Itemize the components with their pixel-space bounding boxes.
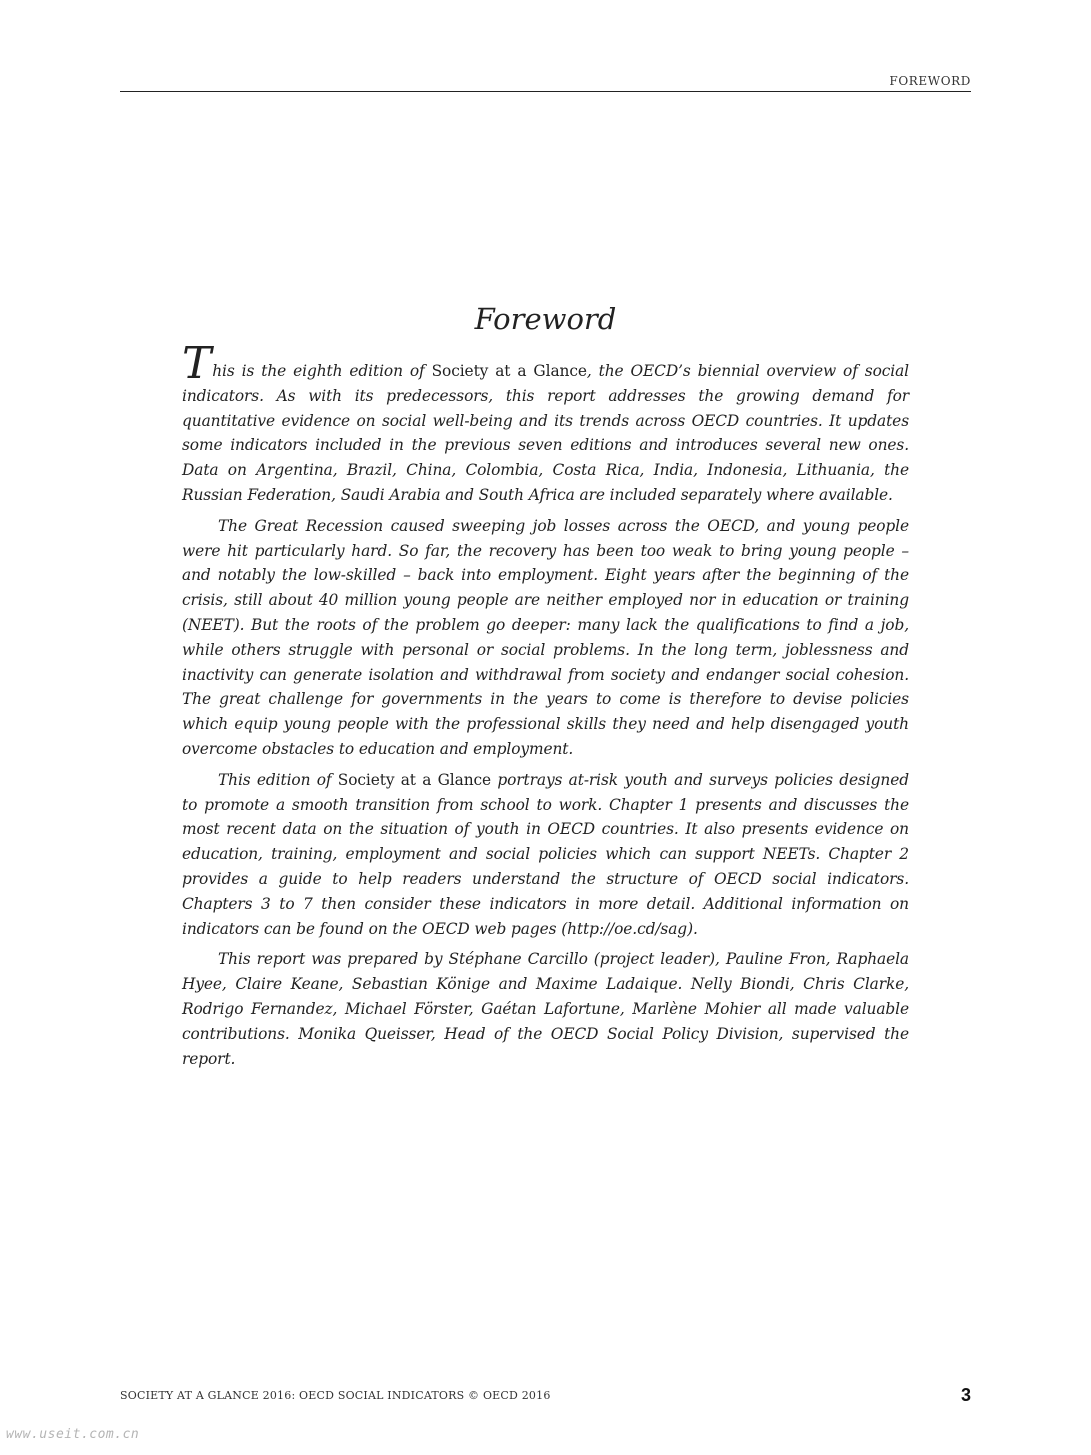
paragraph-1	[182, 338, 910, 508]
drop-cap: T	[182, 338, 212, 389]
paragraph-3-text-b: portrays at-risk youth and surveys policies designed to promote a smooth transition from school to work. Chapter 1 presents and discusses the most recent data on the situation of youth in OECD countries. It also presents evidence on education, training, employment and social policies which can support NEETs. Chapter 2 provides a guide to help readers understand the structure of OECD social indicators. Chapters 3 to 7 then consider these indicators in more detail. Additional information on indicators can be found on the OECD web pages (http://oe.cd/sag).	[182, 770, 909, 938]
publication-title: Society at a Glance	[431, 362, 587, 380]
paragraph-1-text-a: his is the eighth edition of	[212, 362, 432, 380]
paragraph-2: The Great Recession caused sweeping job losses across the OECD, and young people were hit particularly hard. So far, the recovery has been too weak to bring young people – and notably the low-skilled – back into employment. Eight years after the beginning of the crisis, still about 40 million young people are neither employed nor in education or training (NEET). But the roots of the problem go deeper: many lack the qualifications to find a job, while others struggle with personal or social problems. In the long term, joblessness and inactivity can generate isolation and withdrawal from society and endanger social cohesion. The great challenge for governments in the years to come is therefore to devise policies which equip young people with the professional skills they need and help disengaged youth overcome obstacles to education and employment.	[182, 516, 909, 758]
publication-title: Society at a Glance	[337, 770, 492, 789]
page-title: Foreword	[474, 302, 617, 336]
footer-copyright: SOCIETY AT A GLANCE 2016: OECD SOCIAL INDICATORS © OECD 2016	[120, 1389, 551, 1402]
header-rule	[120, 91, 971, 92]
paragraph-3	[182, 768, 909, 942]
page-number: 3	[960, 1385, 971, 1405]
paragraph-1-text-b: , the OECD’s biennial overview of social indicators. As with its predecessors, this report addresses the growing demand for quantitative evidence on social well-being and its trends across OECD countries. It updates some indicators included in the previous seven editions and introduces several new ones. Data on Argentina, Brazil, China, Colombia, Costa Rica, India, Indonesia, Lithuania, the Russian Federation, Saudi Arabia and South Africa are included separately where available.	[182, 362, 910, 504]
watermark: www.useit.com.cn	[6, 1427, 140, 1442]
paragraph-4: This report was prepared by Stéphane Carcillo (project leader), Pauline Fron, Raphaela Hyee, Claire Keane, Sebastian Könige and Maxime Ladaique. Nelly Biondi, Chris Clarke, Rodrigo Fernandez, Michael Förster, Gaétan Lafortune, Marlène Mohier all made valuable contributions. Monika Queisser, Head of the OECD Social Policy Division, supervised the report.	[182, 950, 909, 1068]
foreword-body	[182, 338, 910, 1077]
running-head: FOREWORD	[889, 74, 971, 88]
paragraph-3-text-a: This edition of	[218, 770, 338, 789]
